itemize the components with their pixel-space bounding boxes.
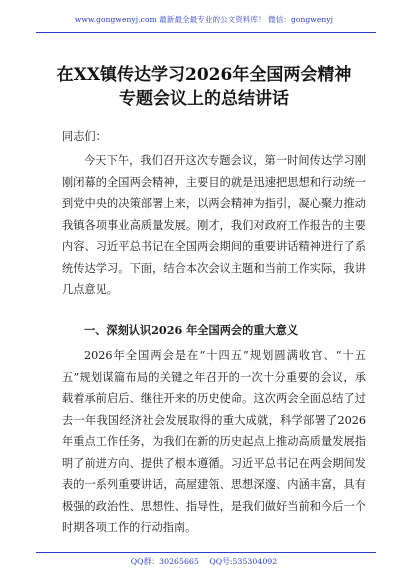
greeting: 同志们： (62, 130, 107, 143)
document-title-line2: 专题会议上的总结讲话 (119, 89, 289, 109)
page-header: www.gongwenyj.com 最新最全最专业的公文资料库！ 微信：gongwenyj (74, 15, 334, 24)
section-heading: 一、深刻认识2026 年全国两会的重大意义 (84, 323, 299, 337)
footer-divider (36, 552, 376, 553)
footer-qq: QQ号:535304092 (209, 557, 278, 566)
document-title-line1: 在XX镇传达学习2026年全国两会精神 (56, 65, 352, 85)
page-footer (0, 556, 408, 567)
paragraph-significance: 2026年全国两会是在“十四五”规划圆满收官、“十五五”规划谋篇布局的关键之年召开的一次十分重要的会议，承载着承前启后、继往开来的历史使命。这次两会全面总结了过去一年我国经济社会发展取得的重大成就，科学部署了2026年重点工作任务，为我们在新的历史起点上推动高质量发展指明了前进方向、提供了根本遵循。习近平总书记在两会期间发表的一系列重要讲话，高屋建瓴、思想深邃、内涵丰富，具有极强的政治性、思想性、指导性，是我们做好当前和今后一个时期各项工作的行动指南。 (62, 349, 366, 534)
header-divider (36, 32, 376, 33)
paragraph-intro: 今天下午，我们召开这次专题会议，第一时间传达学习刚刚闭幕的全国两会精神，主要目的就是迅速把思想和行动统一到党中央的决策部署上来，以两会精神为指引，凝心聚力推动我镇各项事业高质量发展。刚才，我们对政府工作报告的主要内容、习近平总书记在全国两会期间的重要讲话精神进行了系统传达学习。下面，结合本次会议主题和当前工作实际，我讲几点意见。 (62, 154, 366, 296)
footer-qq-group: QQ群：30265665 (130, 557, 199, 566)
